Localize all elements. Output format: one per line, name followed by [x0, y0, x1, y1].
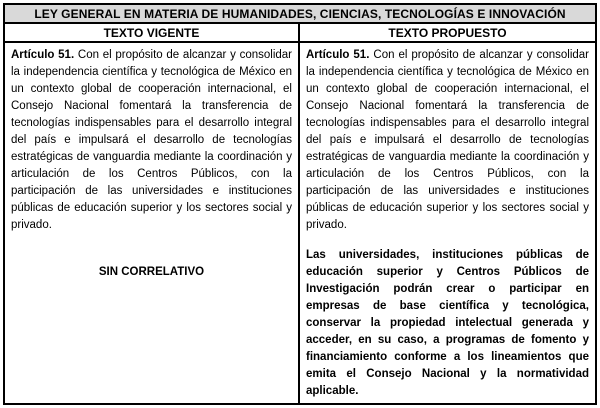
propuesto-paragraph-1	[306, 47, 589, 234]
propuesto-article-label: Artículo 51.	[306, 49, 370, 61]
vigente-paragraph-1	[11, 47, 292, 234]
column-header-texto-propuesto	[300, 24, 595, 41]
sin-correlativo-label: SIN CORRELATIVO	[98, 266, 205, 278]
table-title: LEY GENERAL EN MATERIA DE HUMANIDADES, CIENCIAS, TECNOLOGÍAS E INNOVACIÓN	[34, 6, 566, 21]
texto-vigente-label: TEXTO VIGENTE	[103, 25, 200, 40]
vigente-paragraph-1-text: Con el propósito de alcanzar y consolidar la independencia científica y tecnológica de México en un contexto global de cooperación internacional, el Consejo Nacional fomentará la transferencia de tecnologías indispensables para el desarrollo integral del país e impulsará el desarrollo de tecnologías estratégicas de vanguardia mediante la coordinación y articulación de los Centros Públicos, con la participación de las universidades e instituciones públicas de educación superior y los sectores social y privado.	[11, 49, 292, 231]
cell-texto-vigente	[5, 43, 300, 403]
propuesto-paragraph-2: Las universidades, instituciones públicas de educación superior y Centros Públicos de Investigación podrán crear o participar en empresas de base científica y tecnológica, conservar la propiedad intelectual generada y acceder, en su caso, a programas de fomento y financiamiento conforme a los lineamientos que emita el Consejo Nacional y la normatividad aplicable.	[306, 249, 589, 397]
column-header-texto-vigente	[5, 24, 300, 41]
table-body-row	[5, 43, 595, 403]
column-header-row	[5, 24, 595, 43]
comparison-table	[3, 3, 597, 405]
vigente-article-label: Artículo 51.	[11, 49, 75, 61]
table-title-row	[5, 5, 595, 24]
propuesto-paragraph-1-text: Con el propósito de alcanzar y consolidar la independencia científica y tecnológica de México en un contexto global de cooperación internacional, el Consejo Nacional fomentará la transferencia de tecnologías indispensables para el desarrollo integral del país e impulsará el desarrollo de tecnologías estratégicas de vanguardia mediante la coordinación y articulación de los Centros Públicos, con la participación de las universidades e instituciones públicas de educación superior y los sectores social y privado.	[306, 49, 589, 231]
texto-propuesto-label: TEXTO PROPUESTO	[388, 25, 507, 40]
cell-texto-propuesto	[300, 43, 595, 403]
